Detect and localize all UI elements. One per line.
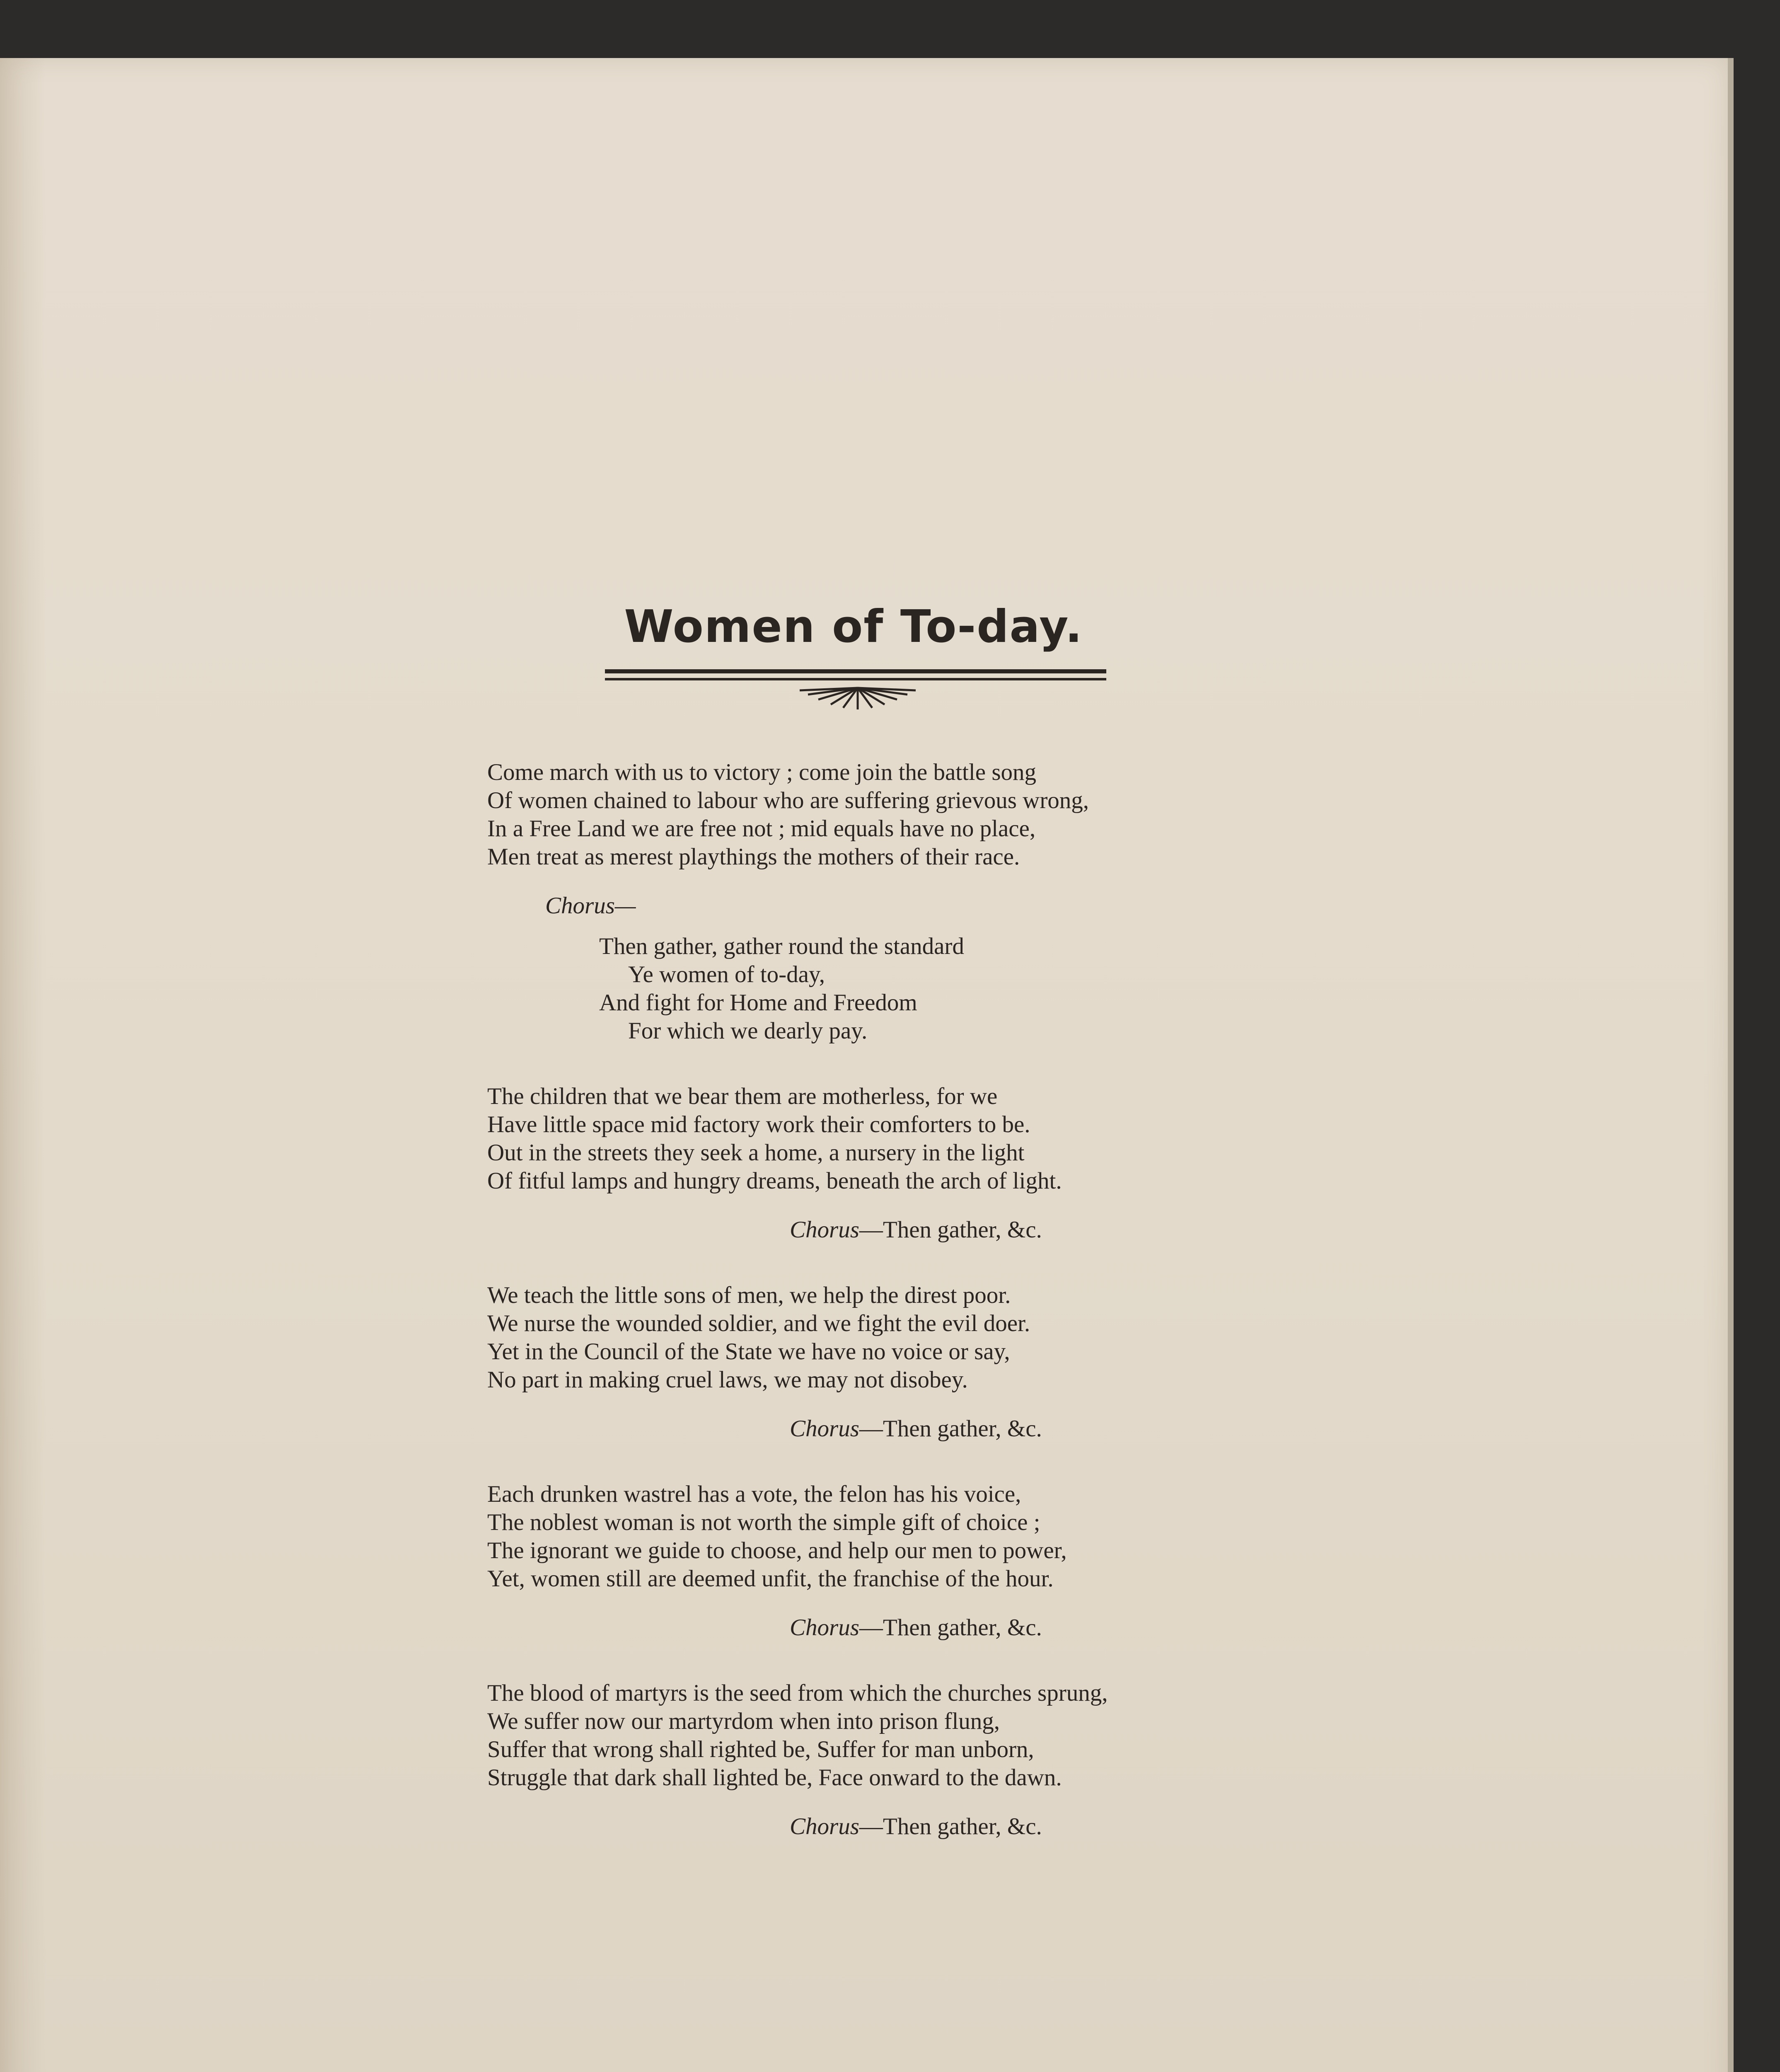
poem-line: Suffer that wrong shall righted be, Suffer for man unborn, [487,1736,1034,1762]
chorus-ref-label: Chorus [790,1615,859,1641]
stanza-1 [487,758,1233,871]
sunburst-ornament-icon [775,686,941,711]
page-title: Women of To-day. [624,601,1083,653]
chorus-reference [790,1614,1233,1642]
paper-fold-shadow [0,58,46,2072]
poem-line: We suffer now our martyrdom when into prison flung, [487,1708,1000,1734]
title-rule-top [605,669,1106,673]
poem-line: Of fitful lamps and hungry dreams, beneath the arch of light. [487,1168,1062,1194]
chorus-reference [790,1813,1233,1841]
poem-line: We nurse the wounded soldier, and we fight the evil doer. [487,1310,1030,1336]
poem-line: The noblest woman is not worth the simple gift of choice ; [487,1509,1040,1535]
chorus-ref-text: —Then gather, &c. [859,1615,1042,1641]
poem-line: Have little space mid factory work their comforters to be. [487,1111,1030,1138]
poem-line: Come march with us to victory ; come join the battle song [487,759,1036,785]
stanza-3 [487,1281,1233,1394]
poem-line: Of women chained to labour who are suffering grievous wrong, [487,787,1089,813]
poem-line: Men treat as merest playthings the mothers of their race. [487,844,1020,870]
poem-line: In a Free Land we are free not ; mid equals have no place, [487,816,1036,842]
paper-edge [1728,58,1734,2072]
poem-line: The children that we bear them are motherless, for we [487,1083,998,1109]
chorus-ref-text: —Then gather, &c. [859,1416,1042,1442]
title-rule-bottom [605,678,1106,680]
poem-line: Each drunken wastrel has a vote, the felon has his voice, [487,1481,1021,1507]
poem-line: The blood of martyrs is the seed from which the churches sprung, [487,1680,1108,1706]
chorus-line: Ye women of to-day, [628,961,825,988]
poem-line: No part in making cruel laws, we may not disobey. [487,1367,968,1393]
poem-line: Out in the streets they seek a home, a nursery in the light [487,1140,1025,1166]
chorus-line: And fight for Home and Freedom [599,990,917,1016]
poem-line: We teach the little sons of men, we help the direst poor. [487,1282,1011,1308]
poem-line: Yet in the Council of the State we have no voice or say, [487,1339,1010,1365]
chorus-reference [790,1415,1233,1443]
poem-line: Yet, women still are deemed unfit, the franchise of the hour. [487,1566,1054,1592]
chorus-ref-text: —Then gather, &c. [859,1813,1042,1840]
chorus-ref-label: Chorus [790,1217,859,1243]
poem-line: Struggle that dark shall lighted be, Face onward to the dawn. [487,1765,1062,1791]
chorus-block [599,932,1233,1045]
stanza-4 [487,1480,1233,1593]
stanza-5 [487,1679,1233,1792]
poem-line: The ignorant we guide to choose, and help our men to power, [487,1537,1067,1564]
chorus-ref-text: —Then gather, &c. [859,1217,1042,1243]
stanza-2 [487,1082,1233,1195]
poem-body [487,758,1233,1878]
chorus-heading: Chorus— [545,893,636,919]
chorus-ref-label: Chorus [790,1416,859,1442]
chorus-ref-label: Chorus [790,1813,859,1840]
chorus-line: Then gather, gather round the standard [599,933,964,959]
chorus-reference [790,1216,1233,1244]
chorus-line: For which we dearly pay. [628,1018,868,1044]
